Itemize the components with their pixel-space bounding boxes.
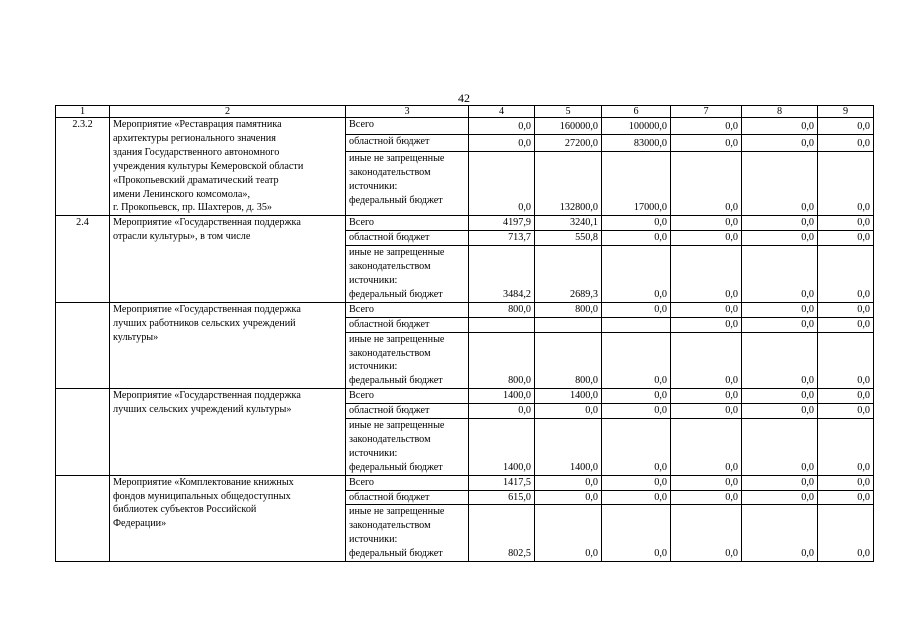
amount-cell: 0,0 — [818, 389, 874, 404]
amount-cell: 800,0 — [535, 302, 602, 317]
amount-cell: 0,0 — [671, 246, 742, 303]
table-row — [56, 389, 874, 404]
amount-cell: 0,0 — [671, 118, 742, 135]
funding-source-cell: областной бюджет — [346, 490, 469, 505]
funding-source-line: законодательством — [349, 433, 431, 445]
amount-cell: 550,8 — [535, 231, 602, 246]
amount-cell: 1400,0 — [469, 419, 535, 476]
funding-source-cell: областной бюджет — [346, 231, 469, 246]
amount-cell: 0,0 — [671, 302, 742, 317]
funding-source-line: законодательством — [349, 261, 431, 273]
description-line: имени Ленинского комсомола», — [113, 188, 251, 200]
funding-source-cell: областной бюджет — [346, 134, 469, 151]
description-line: Мероприятие «Комплектование книжных — [113, 476, 294, 488]
funding-source-cell: Всего — [346, 389, 469, 404]
description-line: «Прокопьевский драматический театр — [113, 174, 279, 186]
amount-cell: 0,0 — [671, 389, 742, 404]
amount-cell: 0,0 — [742, 216, 818, 231]
amount-cell: 0,0 — [602, 246, 671, 303]
amount-cell: 0,0 — [602, 332, 671, 389]
amount-cell: 0,0 — [818, 151, 874, 215]
amount-cell: 3484,2 — [469, 246, 535, 303]
amount-cell: 0,0 — [602, 389, 671, 404]
amount-cell — [602, 317, 671, 332]
amount-cell: 4197,9 — [469, 216, 535, 231]
funding-source-line: источники: — [349, 534, 398, 546]
funding-source-cell: Всего — [346, 216, 469, 231]
amount-cell: 0,0 — [671, 490, 742, 505]
table-row — [56, 118, 874, 135]
description-line: здания Государственного автономного — [113, 146, 280, 158]
amount-cell: 0,0 — [742, 419, 818, 476]
funding-source-cell — [346, 332, 469, 389]
amount-cell: 0,0 — [742, 404, 818, 419]
amount-cell: 0,0 — [602, 216, 671, 231]
funding-source-line: источники: — [349, 447, 398, 459]
amount-cell: 0,0 — [602, 475, 671, 490]
item-description-cell — [110, 389, 346, 475]
item-description-cell — [110, 216, 346, 302]
amount-cell: 0,0 — [818, 246, 874, 303]
amount-cell: 160000,0 — [535, 118, 602, 135]
column-number-header: 3 — [346, 106, 469, 118]
column-number-row — [56, 106, 874, 118]
amount-cell: 0,0 — [818, 216, 874, 231]
amount-cell: 0,0 — [818, 118, 874, 135]
column-number-header: 9 — [818, 106, 874, 118]
funding-source-line: федеральный бюджет — [349, 288, 443, 300]
item-code-cell: 2.3.2 — [56, 118, 110, 216]
funding-source-line: источники: — [349, 361, 398, 373]
amount-cell: 0,0 — [602, 404, 671, 419]
amount-cell: 0,0 — [742, 475, 818, 490]
funding-source-line: иные не запрещенные — [349, 506, 445, 518]
funding-source-line: источники: — [349, 180, 398, 192]
amount-cell: 0,0 — [818, 332, 874, 389]
amount-cell: 27200,0 — [535, 134, 602, 151]
funding-source-line: иные не запрещенные — [349, 247, 445, 259]
amount-cell: 0,0 — [602, 419, 671, 476]
description-line: архитектуры регионального значения — [113, 132, 276, 144]
funding-source-line: федеральный бюджет — [349, 194, 443, 206]
column-number-header: 6 — [602, 106, 671, 118]
description-line: Мероприятие «Государственная поддержка — [113, 303, 301, 315]
amount-cell: 0,0 — [742, 317, 818, 332]
column-number-header: 5 — [535, 106, 602, 118]
amount-cell: 0,0 — [671, 317, 742, 332]
funding-source-line: федеральный бюджет — [349, 461, 443, 473]
amount-cell: 0,0 — [671, 151, 742, 215]
amount-cell: 0,0 — [742, 505, 818, 562]
amount-cell: 0,0 — [535, 490, 602, 505]
amount-cell: 0,0 — [742, 118, 818, 135]
funding-source-line: законодательством — [349, 347, 431, 359]
table-row — [56, 216, 874, 231]
amount-cell: 1417,5 — [469, 475, 535, 490]
funding-source-cell — [346, 505, 469, 562]
description-line: г. Прокопьевск, пр. Шахтеров, д. 35» — [113, 202, 273, 214]
amount-cell: 0,0 — [742, 151, 818, 215]
amount-cell: 0,0 — [742, 490, 818, 505]
amount-cell: 713,7 — [469, 231, 535, 246]
funding-source-line: иные не запрещенные — [349, 152, 445, 164]
amount-cell: 0,0 — [469, 134, 535, 151]
amount-cell: 0,0 — [818, 475, 874, 490]
amount-cell: 0,0 — [535, 505, 602, 562]
amount-cell: 0,0 — [818, 317, 874, 332]
amount-cell: 83000,0 — [602, 134, 671, 151]
amount-cell: 0,0 — [671, 332, 742, 389]
column-number-header: 4 — [469, 106, 535, 118]
funding-source-line: источники: — [349, 274, 398, 286]
amount-cell: 0,0 — [818, 505, 874, 562]
amount-cell: 800,0 — [469, 332, 535, 389]
funding-source-line: федеральный бюджет — [349, 548, 443, 560]
funding-source-line: иные не запрещенные — [349, 333, 445, 345]
description-line: культуры» — [113, 331, 159, 343]
funding-source-line: иные не запрещенные — [349, 420, 445, 432]
item-description-cell — [110, 475, 346, 561]
funding-source-cell — [346, 419, 469, 476]
amount-cell: 0,0 — [818, 302, 874, 317]
amount-cell: 0,0 — [602, 231, 671, 246]
amount-cell: 0,0 — [742, 389, 818, 404]
amount-cell: 0,0 — [671, 216, 742, 231]
funding-source-cell — [346, 246, 469, 303]
amount-cell: 0,0 — [671, 404, 742, 419]
budget-table — [55, 105, 874, 562]
description-line: фондов муниципальных общедоступных — [113, 490, 291, 502]
item-code-cell: 2.4 — [56, 216, 110, 302]
funding-source-line: федеральный бюджет — [349, 375, 443, 387]
amount-cell: 3240,1 — [535, 216, 602, 231]
amount-cell: 800,0 — [469, 302, 535, 317]
column-number-header: 8 — [742, 106, 818, 118]
amount-cell: 0,0 — [818, 231, 874, 246]
funding-source-line: законодательством — [349, 166, 431, 178]
amount-cell: 0,0 — [742, 302, 818, 317]
item-description-cell — [110, 118, 346, 216]
funding-source-cell: Всего — [346, 475, 469, 490]
amount-cell: 0,0 — [469, 118, 535, 135]
amount-cell: 0,0 — [818, 419, 874, 476]
amount-cell: 0,0 — [742, 231, 818, 246]
amount-cell: 0,0 — [742, 332, 818, 389]
amount-cell: 0,0 — [671, 231, 742, 246]
amount-cell: 0,0 — [602, 302, 671, 317]
amount-cell: 100000,0 — [602, 118, 671, 135]
funding-source-cell: Всего — [346, 118, 469, 135]
amount-cell: 1400,0 — [535, 419, 602, 476]
description-line: лучших сельских учреждений культуры» — [113, 404, 292, 416]
description-line: Федерации» — [113, 518, 167, 530]
amount-cell: 0,0 — [671, 475, 742, 490]
amount-cell: 0,0 — [742, 246, 818, 303]
description-line: учреждения культуры Кемеровской области — [113, 160, 304, 172]
amount-cell: 132800,0 — [535, 151, 602, 215]
amount-cell: 2689,3 — [535, 246, 602, 303]
item-code-cell — [56, 475, 110, 561]
amount-cell — [469, 317, 535, 332]
amount-cell: 0,0 — [535, 475, 602, 490]
amount-cell: 800,0 — [535, 332, 602, 389]
funding-source-cell: областной бюджет — [346, 404, 469, 419]
column-number-header: 1 — [56, 106, 110, 118]
item-description-cell — [110, 302, 346, 388]
funding-source-cell: Всего — [346, 302, 469, 317]
description-line: отрасли культуры», в том числе — [113, 231, 251, 243]
amount-cell: 1400,0 — [469, 389, 535, 404]
amount-cell: 0,0 — [742, 134, 818, 151]
amount-cell: 0,0 — [535, 404, 602, 419]
amount-cell: 0,0 — [469, 404, 535, 419]
amount-cell: 1400,0 — [535, 389, 602, 404]
funding-source-line: законодательством — [349, 520, 431, 532]
amount-cell: 802,5 — [469, 505, 535, 562]
amount-cell: 0,0 — [602, 505, 671, 562]
description-line: библиотек субъектов Российской — [113, 504, 257, 516]
amount-cell: 0,0 — [469, 151, 535, 215]
amount-cell: 0,0 — [671, 505, 742, 562]
amount-cell: 0,0 — [671, 134, 742, 151]
description-line: Мероприятие «Государственная поддержка — [113, 390, 301, 402]
amount-cell: 0,0 — [818, 404, 874, 419]
amount-cell: 0,0 — [818, 490, 874, 505]
amount-cell: 0,0 — [818, 134, 874, 151]
amount-cell: 615,0 — [469, 490, 535, 505]
description-line: лучших работников сельских учреждений — [113, 317, 296, 329]
table-row — [56, 302, 874, 317]
amount-cell: 0,0 — [671, 419, 742, 476]
column-number-header: 2 — [110, 106, 346, 118]
funding-source-cell — [346, 151, 469, 215]
amount-cell — [535, 317, 602, 332]
item-code-cell — [56, 302, 110, 388]
description-line: Мероприятие «Государственная поддержка — [113, 217, 301, 229]
amount-cell: 17000,0 — [602, 151, 671, 215]
amount-cell: 0,0 — [602, 490, 671, 505]
table-row — [56, 475, 874, 490]
item-code-cell — [56, 389, 110, 475]
funding-source-cell: областной бюджет — [346, 317, 469, 332]
description-line: Мероприятие «Реставрация памятника — [113, 119, 282, 130]
page-number: 42 — [458, 91, 470, 105]
column-number-header: 7 — [671, 106, 742, 118]
